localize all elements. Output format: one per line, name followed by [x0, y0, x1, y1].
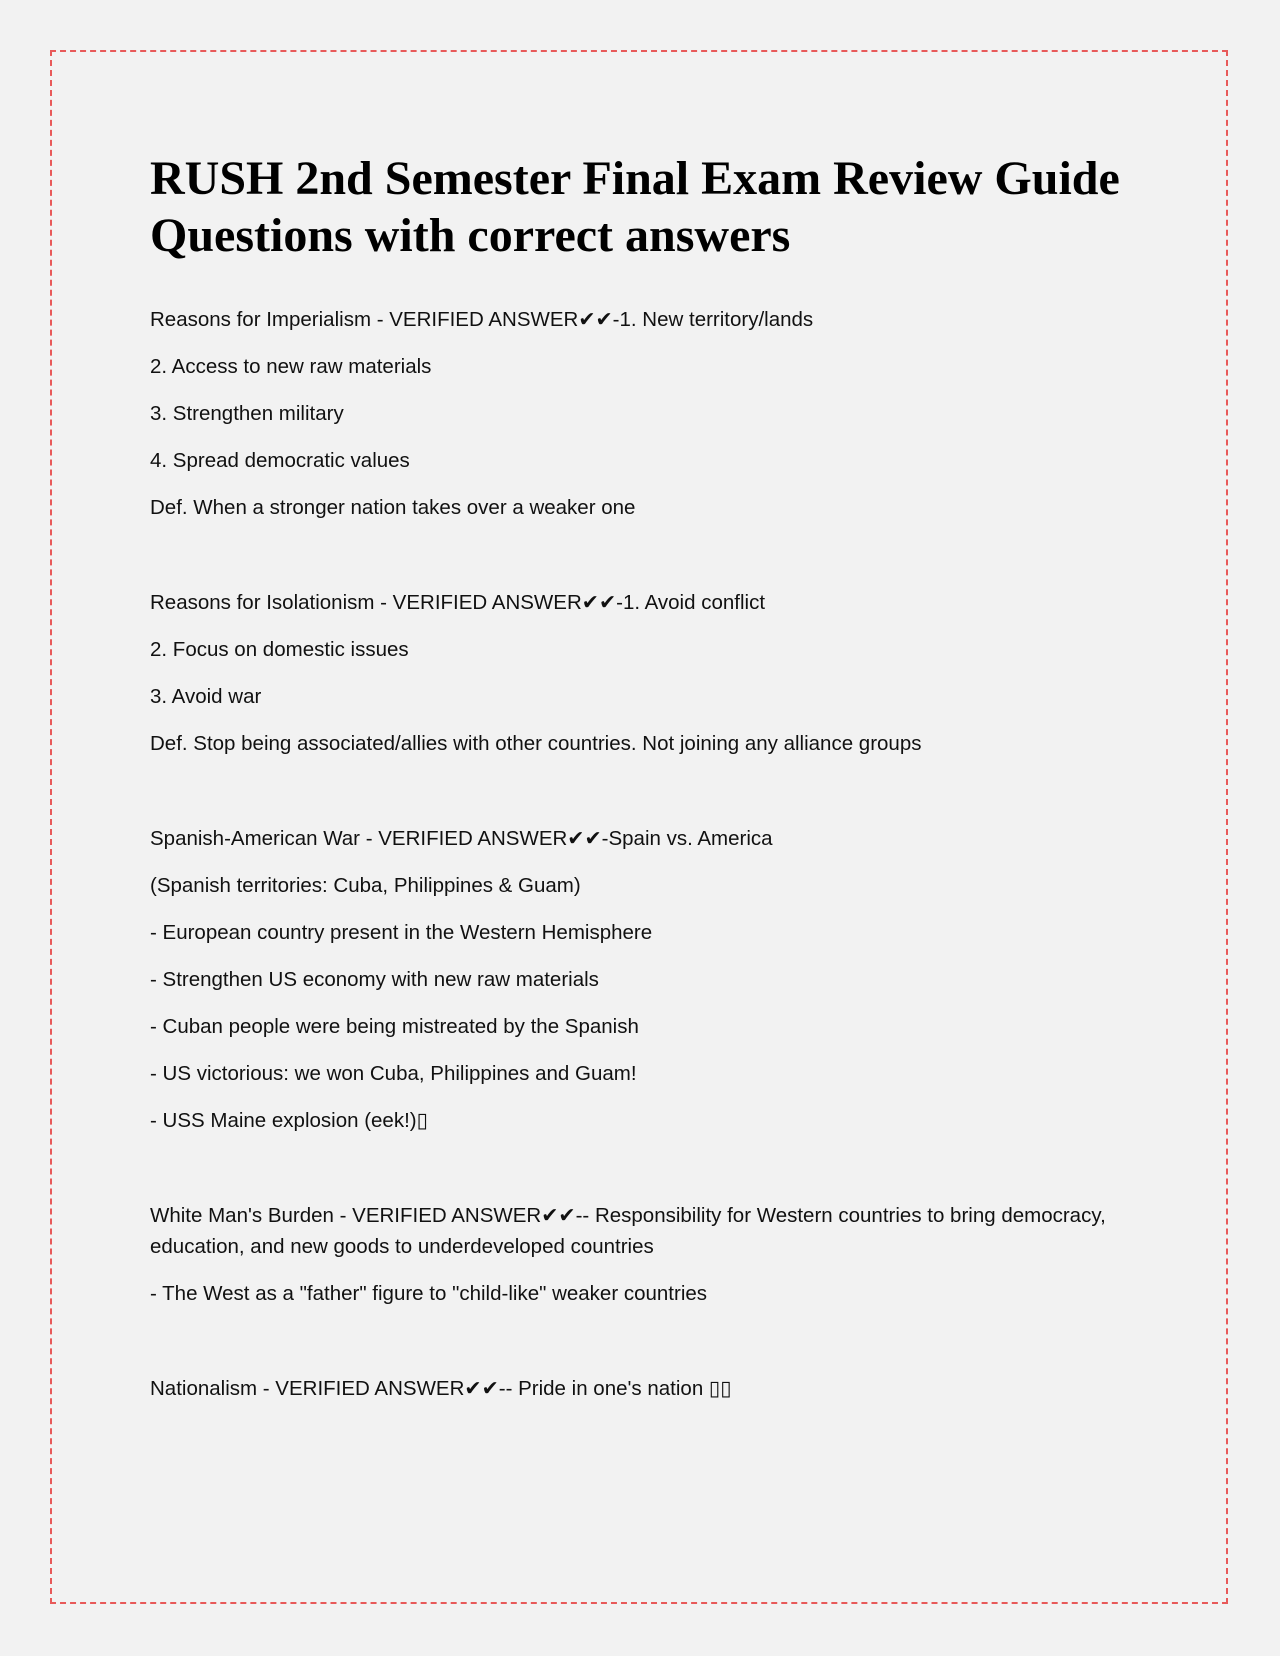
paragraph: - USS Maine explosion (eek!)▯ — [150, 1109, 428, 1132]
section-spacer — [150, 1325, 1150, 1373]
section-spacer — [150, 539, 1150, 587]
paragraph: - US victorious: we won Cuba, Philippines and Guam! — [150, 1062, 637, 1085]
paragraph: Nationalism - VERIFIED ANSWER✔✔-- Pride in one's nation ▯▯ — [150, 1377, 732, 1400]
paragraph: Spanish-American War - VERIFIED ANSWER✔✔-Spain vs. America — [150, 827, 773, 850]
paragraph: Reasons for Isolationism - VERIFIED ANSWER✔✔-1. Avoid conflict — [150, 591, 766, 614]
paragraph: - The West as a "father" figure to "child-like" weaker countries — [150, 1282, 708, 1305]
paragraph: 2. Access to new raw materials — [150, 355, 432, 378]
paragraph: 2. Focus on domestic issues — [150, 638, 409, 661]
section-spacer — [150, 775, 1150, 823]
section-white-mans-burden — [150, 1200, 1150, 1309]
paragraph: Reasons for Imperialism - VERIFIED ANSWER✔✔-1. New territory/lands — [150, 308, 814, 331]
paragraph: (Spanish territories: Cuba, Philippines & Guam) — [150, 874, 581, 897]
paragraph: - European country present in the Western Hemisphere — [150, 921, 653, 944]
section-nationalism — [150, 1373, 1150, 1404]
paragraph: Def. Stop being associated/allies with other countries. Not joining any alliance groups — [150, 732, 922, 755]
section-imperialism — [150, 304, 1150, 523]
paragraph: 4. Spread democratic values — [150, 449, 410, 472]
section-spanish-american-war — [150, 823, 1150, 1136]
paragraph: 3. Strengthen military — [150, 402, 344, 425]
paragraph: White Man's Burden - VERIFIED ANSWER✔✔-- Responsibility for Western countries to bring democracy, education, and new goods to underdeveloped countries — [150, 1204, 1106, 1258]
document-body — [150, 150, 1150, 1420]
paragraph: - Cuban people were being mistreated by the Spanish — [150, 1015, 639, 1038]
section-spacer — [150, 1152, 1150, 1200]
paragraph: Def. When a stronger nation takes over a weaker one — [150, 496, 636, 519]
section-isolationism — [150, 587, 1150, 759]
paragraph: - Strengthen US economy with new raw materials — [150, 968, 599, 991]
document-title: RUSH 2nd Semester Final Exam Review Guide Questions with correct answers — [150, 152, 1120, 262]
paragraph: 3. Avoid war — [150, 685, 262, 708]
